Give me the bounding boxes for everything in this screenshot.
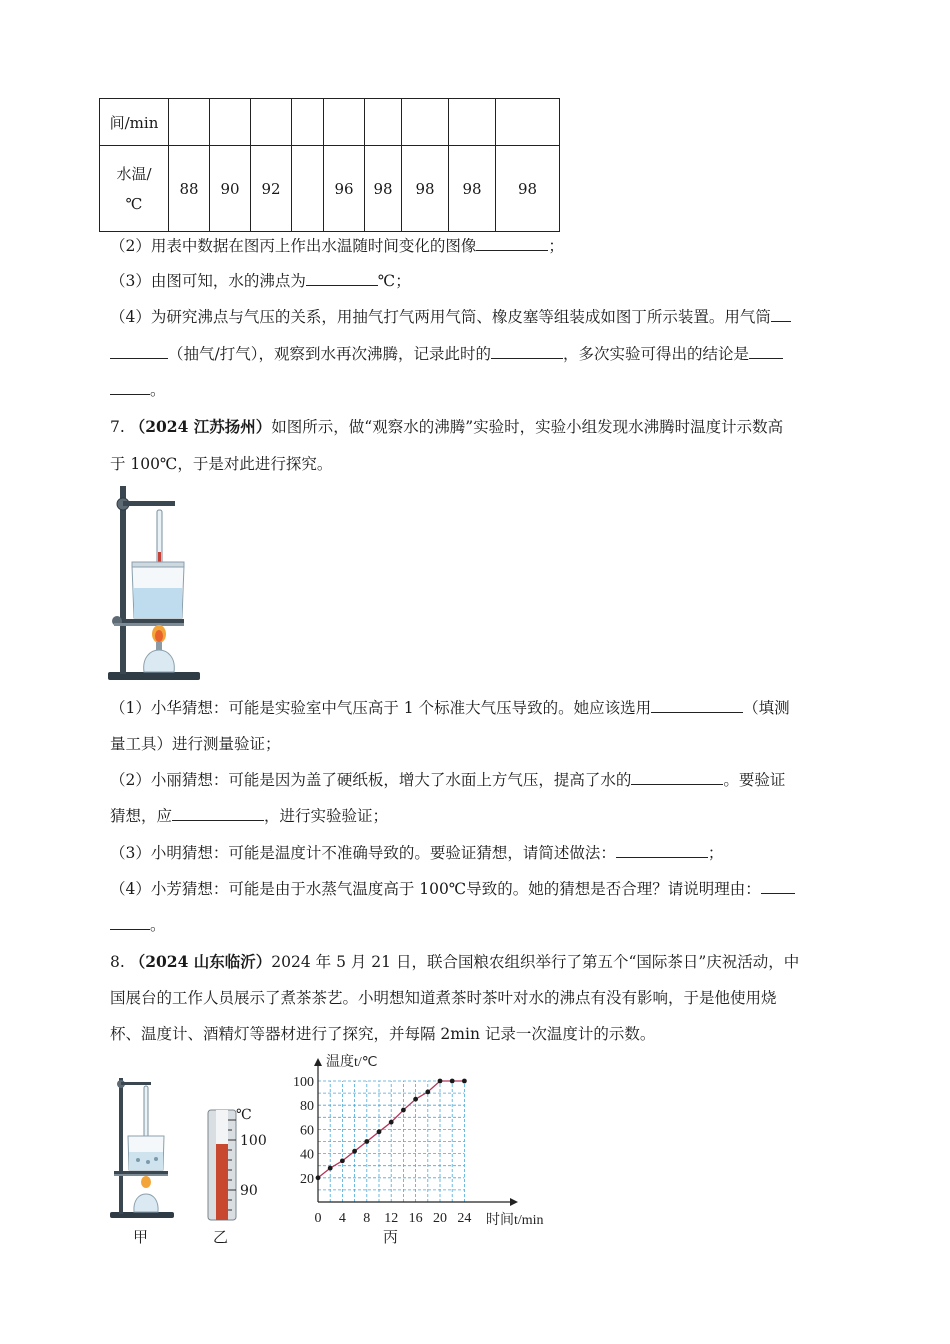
x-tick-label: 16 [408,1211,423,1226]
text: 。 [150,916,166,934]
thermometer-tick-90: 90 [240,1183,258,1199]
text: 于 100℃，于是对此进行探究。 [110,455,333,473]
text: （3）小明猜想：可能是温度计不准确导致的。要验证猜想，请简述做法： [110,844,616,862]
q8-intro-line2 [110,988,842,1008]
table-cell [210,99,251,146]
table-cell [251,99,292,146]
q8-intro-line1 [110,952,842,972]
table-header-time: 间/min [100,99,169,146]
table-cell: 92 [251,146,292,232]
table-cell: 98 [449,146,496,232]
answer-blank [771,307,791,322]
text: 量工具）进行测量验证； [110,735,281,753]
question-source: （2024 江苏扬州） [129,417,272,436]
x-tick-label: 0 [314,1211,322,1226]
q6-part4-line1 [110,307,842,327]
text: （填测 [743,699,790,717]
data-point [438,1079,443,1084]
answer-blank [110,915,150,930]
q6-part2 [110,236,842,256]
y-axis-arrow [314,1058,322,1066]
answer-blank [749,344,783,359]
figure-label-jia: 甲 [133,1228,149,1246]
answer-blank [491,344,563,359]
text: （4）为研究沸点与气压的关系，用抽气打气两用气筒、橡皮塞等组装成如图丁所示装置。用气筒 [110,308,771,326]
clamp-arm [123,501,175,506]
data-point [425,1089,430,1094]
figure-bing-chart [282,1050,572,1240]
text: 。要验证 [723,771,786,789]
table-cell: 88 [169,146,210,232]
table-cell: 90 [210,146,251,232]
q7-part4-line1 [110,879,842,899]
x-tick-label: 20 [433,1211,447,1226]
y-tick-label: 60 [300,1123,314,1139]
text: （1）小华猜想：可能是实验室中气压高于 1 个标准大气压导致的。她应该选用 [110,699,652,717]
temperature-table [99,98,560,232]
answer-blank [172,806,264,821]
answer-blank [761,879,795,894]
q7-part1-line1 [110,698,842,718]
table-cell [496,99,560,146]
data-point [389,1120,394,1125]
y-tick-label: 80 [300,1099,314,1115]
data-point [462,1079,467,1084]
text: （2）用表中数据在图丙上作出水温随时间变化的图像 [110,237,477,255]
q7-part1-line2 [110,734,842,754]
x-tick-label: 12 [384,1211,399,1226]
text: （抽气/打气），观察到水再次沸腾，记录此时的 [168,345,491,363]
question-number: 7. [110,418,125,436]
text: ，进行实验验证； [264,807,389,825]
table-cell [292,146,324,232]
data-point [316,1175,321,1180]
data-point [401,1108,406,1113]
thermometer-unit: ℃ [236,1107,252,1123]
table-cell [292,99,324,146]
x-tick-label: 4 [338,1211,346,1226]
chart-ticks [293,1075,471,1226]
text: 如图所示，做“观察水的沸腾”实验时，实验小组发现水沸腾时温度计示数高 [271,418,784,436]
table-cell: 98 [402,146,449,232]
flame-icon [141,1176,151,1188]
table-header-temp [100,146,169,232]
q7-intro-line1 [110,417,842,437]
alcohol-lamp-icon [134,1194,158,1212]
chart-ylabel: 温度t/℃ [326,1055,378,1070]
data-point [340,1158,345,1163]
figure-yi-thermometer [202,1106,272,1226]
chart-xlabel: 时间t/min [486,1213,544,1228]
answer-blank [110,380,150,395]
x-tick-label: 8 [363,1211,371,1226]
q6-part3 [110,271,842,291]
text: ，多次实验可得出的结论是 [562,345,749,363]
data-point [364,1139,369,1144]
q6-part4-line2 [110,344,842,364]
data-point [413,1097,418,1102]
header-line: 水温/ [116,164,152,183]
x-tick-label: 24 [457,1211,472,1226]
data-point [352,1149,357,1154]
text: （4）小芳猜想：可能是由于水蒸气温度高于 100℃导致的。她的猜想是否合理？请说明理由： [110,880,761,898]
q8-intro-line3 [110,1024,842,1044]
table-cell [365,99,402,146]
text: （2）小丽猜想：可能是因为盖了硬纸板，增大了水面上方气压，提高了水的 [110,771,632,789]
q6-part4-line3 [110,380,842,400]
ring-support [114,619,184,623]
answer-blank [651,698,743,713]
question-number: 8. [110,953,125,971]
y-tick-label: 40 [300,1147,314,1163]
figure-jia-apparatus [108,1072,178,1222]
data-point [377,1129,382,1134]
boiling-apparatus-figure [104,482,204,682]
text: ； [548,237,564,255]
stand-pole [120,486,126,674]
text: 2024 年 5 月 21 日，联合国粮农组织举行了第五个“国际茶日”庆祝活动，中 [271,953,800,971]
text: （3）由图可知，水的沸点为 [110,272,306,290]
y-tick-label: 100 [293,1075,314,1090]
answer-blank [306,271,378,286]
q7-part4-line2 [110,915,842,935]
text: 杯、温度计、酒精灯等器材进行了探究，并每隔 2min 记录一次温度计的示数。 [110,1025,656,1043]
answer-blank [110,344,168,359]
data-point [328,1166,333,1171]
y-tick-label: 20 [300,1171,314,1187]
q7-part2-line2 [110,806,842,826]
figure-label-yi: 乙 [213,1228,229,1246]
table-cell: 96 [324,146,365,232]
x-axis-arrow [510,1198,518,1206]
q7-intro-line2 [110,454,842,474]
header-line: ℃ [125,194,143,213]
q7-part3 [110,843,842,863]
text: 国展台的工作人员展示了煮茶茶艺。小明想知道煮茶时茶叶对水的沸点有没有影响，于是他使用烧 [110,989,777,1007]
table-cell [324,99,365,146]
text: 。 [150,381,166,399]
q7-part2-line1 [110,770,842,790]
figure-label-bing: 丙 [383,1228,399,1246]
text: 猜想，应 [110,807,173,825]
question-source: （2024 山东临沂） [129,952,272,971]
table-cell: 98 [496,146,560,232]
text: ℃； [377,272,411,290]
table-cell [402,99,449,146]
table-cell [169,99,210,146]
text: ； [707,844,724,862]
thermometer-tick-100: 100 [240,1133,267,1149]
alcohol-lamp-icon [144,650,175,672]
answer-blank [476,236,548,251]
data-point [450,1079,455,1084]
answer-blank [631,770,723,785]
answer-blank [616,843,708,858]
chart-grid [318,1081,464,1202]
table-cell [449,99,496,146]
thermometer-liquid [216,1144,228,1220]
table-cell: 98 [365,146,402,232]
